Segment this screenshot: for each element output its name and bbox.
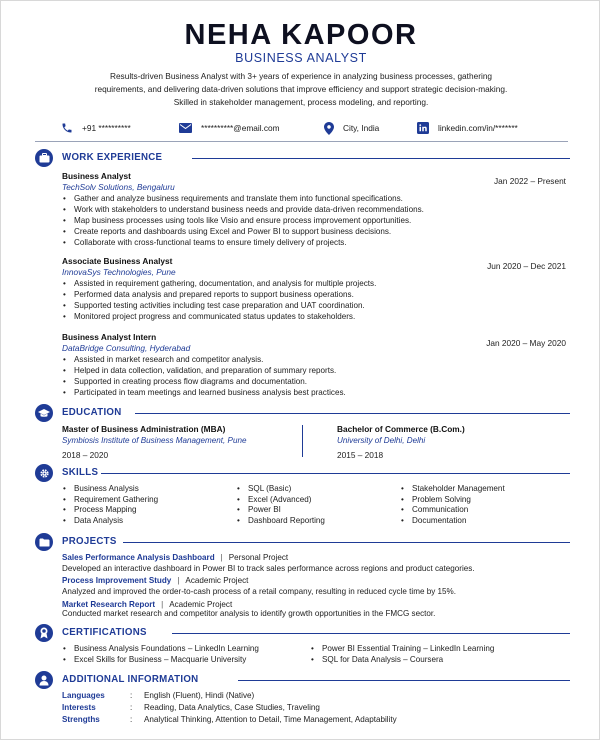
section-title: SKILLS	[62, 467, 99, 478]
header-divider	[35, 141, 568, 142]
school-name: Symbiosis Institute of Business Management, Pune	[62, 436, 247, 445]
list-item: • Stakeholder Management	[400, 484, 570, 495]
info-colon: :	[130, 703, 133, 712]
job-bullets	[62, 354, 562, 398]
email-icon	[179, 123, 192, 133]
section-education	[35, 404, 570, 422]
list-item: • Gather and analyze business requirements and translate them into functional specifications.	[62, 193, 562, 204]
list-item: • Business Analysis Foundations – LinkedIn Learning	[62, 643, 259, 654]
gear-icon	[35, 464, 53, 482]
list-item: • Power BI	[236, 505, 406, 516]
project-separator: |	[220, 553, 223, 562]
job-title: Business Analyst Intern	[62, 332, 157, 342]
job-bullets	[62, 278, 562, 322]
education-years: 2015 – 2018	[337, 450, 384, 460]
linkedin-icon	[417, 122, 429, 134]
section-rule	[192, 158, 570, 159]
section-rule	[123, 542, 570, 543]
section-rule	[172, 633, 570, 634]
certificate-badge-icon	[35, 624, 53, 642]
info-value: Analytical Thinking, Attention to Detail, Time Management, Adaptability	[144, 715, 397, 724]
list-item: • Monitored project progress and communicated status updates to stakeholders.	[62, 311, 562, 322]
education-years: 2018 – 2020	[62, 450, 109, 460]
section-skills	[35, 464, 570, 482]
project-description: Developed an interactive dashboard in Power BI to track sales performance across regions and product categories.	[62, 564, 475, 573]
section-title: CERTIFICATIONS	[62, 627, 147, 638]
linkedin-text: linkedin.com/in/*******	[438, 123, 518, 133]
degree-name: Master of Business Administration (MBA)	[62, 424, 226, 434]
list-item: • Collaborate with cross-functional teams to ensure timely delivery of projects.	[62, 237, 562, 248]
section-projects	[35, 533, 570, 551]
skills-column	[62, 484, 232, 527]
job-dates: Jan 2022 – Present	[494, 176, 566, 186]
project-name: Market Research Report	[62, 600, 156, 609]
project-type: Academic Project	[185, 576, 249, 585]
section-title: ADDITIONAL INFORMATION	[62, 674, 199, 685]
education-entry	[62, 424, 292, 462]
phone-icon	[61, 122, 73, 134]
section-work-experience	[35, 149, 570, 167]
job-company: InnovaSys Technologies, Pune	[62, 267, 176, 277]
list-item: • Power BI Essential Training – LinkedIn Learning	[310, 643, 494, 654]
skills-column	[236, 484, 406, 527]
list-item: • Excel (Advanced)	[236, 495, 406, 506]
section-rule	[135, 413, 570, 414]
project-name: Process Improvement Study	[62, 576, 172, 585]
job-company: DataBridge Consulting, Hyderabad	[62, 343, 191, 353]
profile-summary: Results-driven Business Analyst with 3+ years of experience in analyzing business processes, gathering requirements, and delivering data-driven solutions that improve efficiency and support strategic decision-making. Skilled in stakeholder management, process modeling, and reporting.	[94, 71, 508, 107]
skills-column	[400, 484, 570, 527]
education-divider	[302, 425, 303, 457]
graduation-cap-icon	[35, 404, 53, 422]
project-heading	[62, 600, 232, 609]
certifications-column	[310, 643, 494, 665]
section-title: EDUCATION	[62, 407, 122, 418]
info-value: English (Fluent), Hindi (Native)	[144, 691, 255, 700]
project-type: Personal Project	[228, 553, 289, 562]
section-rule	[101, 473, 570, 474]
person-icon	[35, 671, 53, 689]
contact-linkedin[interactable]	[417, 120, 518, 136]
education-entry	[337, 424, 567, 462]
info-value: Reading, Data Analytics, Case Studies, Traveling	[144, 703, 320, 712]
project-type: Academic Project	[169, 600, 233, 609]
list-item: • SQL (Basic)	[236, 484, 406, 495]
job-title: Associate Business Analyst	[62, 256, 173, 266]
candidate-role: BUSINESS ANALYST	[235, 51, 367, 65]
list-item: • Helped in data collection, validation, and preparation of summary reports.	[62, 365, 562, 376]
info-colon: :	[130, 691, 133, 700]
contact-email	[179, 120, 280, 136]
list-item: • Requirement Gathering	[62, 495, 232, 506]
project-description: Conducted market research and competitor analysis to identify growth opportunities in the FMCG sector.	[62, 609, 436, 618]
job-bullets	[62, 193, 562, 248]
list-item: • Process Mapping	[62, 505, 232, 516]
section-rule	[238, 680, 570, 681]
info-label: Strengths	[62, 715, 100, 724]
job-dates: Jan 2020 – May 2020	[486, 338, 566, 348]
job-dates: Jun 2020 – Dec 2021	[487, 261, 566, 271]
list-item: • Participated in team meetings and learned business analysis best practices.	[62, 387, 562, 398]
contact-location	[324, 120, 379, 136]
list-item: • Performed data analysis and prepared reports to support business operations.	[62, 289, 562, 300]
project-separator: |	[161, 600, 164, 609]
info-colon: :	[130, 715, 133, 724]
list-item: • Create reports and dashboards using Excel and Power BI to support business decisions.	[62, 226, 562, 237]
list-item: • Dashboard Reporting	[236, 516, 406, 527]
project-description: Analyzed and improved the order-to-cash process of a retail company, resulting in reduced cycle time by 15%.	[62, 587, 456, 596]
job-title: Business Analyst	[62, 171, 131, 181]
project-separator: |	[177, 576, 180, 585]
list-item: • Assisted in requirement gathering, documentation, and analysis for multiple projects.	[62, 278, 562, 289]
list-item: • Data Analysis	[62, 516, 232, 527]
list-item: • Documentation	[400, 516, 570, 527]
section-additional-information	[35, 671, 570, 689]
certifications-column	[62, 643, 259, 665]
list-item: • Business Analysis	[62, 484, 232, 495]
list-item: • Supported in creating process flow diagrams and documentation.	[62, 376, 562, 387]
phone-text: +91 **********	[82, 123, 131, 133]
project-name: Sales Performance Analysis Dashboard	[62, 553, 215, 562]
info-label: Languages	[62, 691, 105, 700]
section-title: WORK EXPERIENCE	[62, 152, 163, 163]
folder-icon	[35, 533, 53, 551]
candidate-name: NEHA KAPOOR	[184, 19, 418, 51]
email-text: **********@email.com	[201, 123, 280, 133]
list-item: • Problem Solving	[400, 495, 570, 506]
list-item: • Supported testing activities including test case preparation and UAT coordination.	[62, 300, 562, 311]
briefcase-icon	[35, 149, 53, 167]
list-item: • Excel Skills for Business – Macquarie University	[62, 654, 259, 665]
project-heading	[62, 553, 288, 562]
list-item: • Communication	[400, 505, 570, 516]
list-item: • Work with stakeholders to understand business needs and provide data-driven recommendations.	[62, 204, 562, 215]
list-item: • Assisted in market research and competitor analysis.	[62, 354, 562, 365]
contact-bar	[31, 120, 571, 136]
section-title: PROJECTS	[62, 536, 117, 547]
school-name: University of Delhi, Delhi	[337, 436, 426, 445]
section-certifications	[35, 624, 570, 642]
job-company: TechSolv Solutions, Bengaluru	[62, 182, 175, 192]
list-item: • Map business processes using tools like Visio and ensure process improvement opportunities.	[62, 215, 562, 226]
project-heading	[62, 576, 248, 585]
list-item: • SQL for Data Analysis – Coursera	[310, 654, 494, 665]
info-label: Interests	[62, 703, 96, 712]
degree-name: Bachelor of Commerce (B.Com.)	[337, 424, 465, 434]
contact-phone	[61, 120, 131, 136]
location-text: City, India	[343, 123, 380, 133]
location-pin-icon	[324, 122, 334, 135]
